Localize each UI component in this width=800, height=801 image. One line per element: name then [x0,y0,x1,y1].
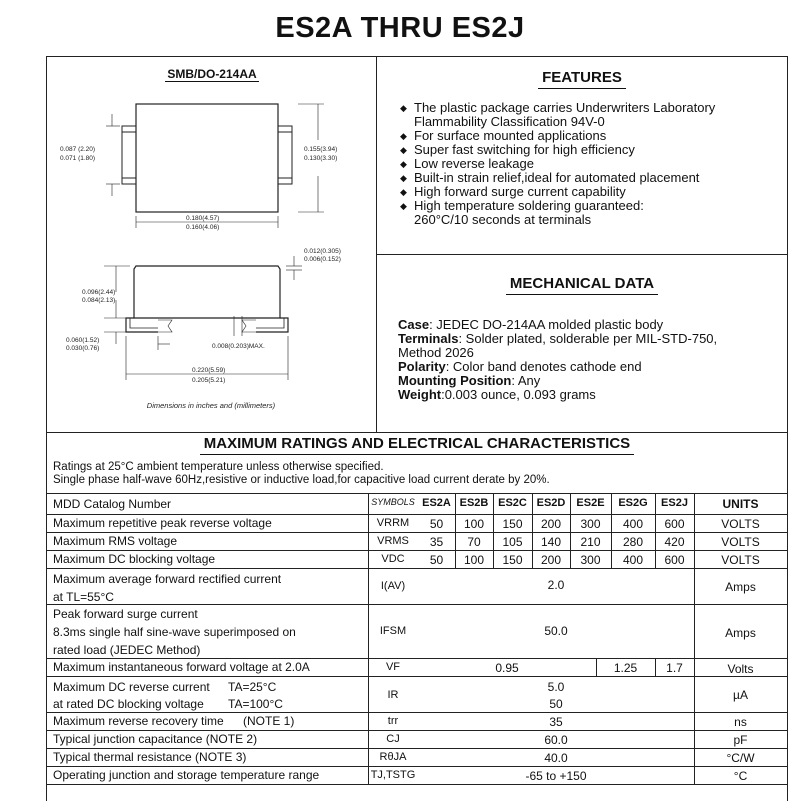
row-label-cj: Typical junction capacitance (NOTE 2) [53,732,258,746]
package-title: SMB/DO-214AA [167,67,257,81]
value-vrrm-6: 600 [664,517,685,531]
catalog-number-header: MDD Catalog Number [53,497,172,511]
value-vrrm-5: 400 [622,517,644,531]
feature-item: ◆ Low reverse leakage [400,156,534,171]
value-vrms-1: 70 [467,535,481,549]
row-label-vf: Maximum instantaneous forward voltage at 2.0A [53,660,310,674]
part-header-es2d: ES2D [536,497,566,509]
part-header-es2e: ES2E [576,497,605,509]
bullet-icon: ◆ [400,173,407,183]
symbol-vf: VF [385,661,401,673]
unit-vrms: VOLTS [721,535,760,549]
features-divider [376,254,788,255]
value-vrrm-1: 100 [463,517,485,531]
row-label-rth: Typical thermal resistance (NOTE 3) [53,750,247,764]
dim-body-length-max: 0.180(4.57) [186,215,220,222]
value-vf-0: 0.95 [495,661,519,675]
value-vf-1: 1.25 [613,661,638,675]
value-vdc-6: 600 [664,553,685,567]
row-label-vrrm: Maximum repetitive peak reverse voltage [53,516,272,530]
value-vdc-5: 400 [622,553,644,567]
top-border [46,56,788,57]
value-iav: 2.0 [547,578,565,592]
value-vf-2: 1.7 [666,661,683,675]
unit-rth: °C/W [726,751,755,765]
unit-ifsm: Amps [725,626,756,640]
feature-item: ◆ High forward surge current capability [400,184,626,199]
features-heading: FEATURES [376,69,788,86]
row-note-trr: (NOTE 1) [243,714,295,728]
unit-cj: pF [733,733,748,747]
symbol-tj: TJ,TSTG [370,769,416,781]
table-top-border [46,432,788,433]
feature-item: ◆ For surface mounted applications [400,128,607,143]
dim-body-width-max: 0.155(3.94) [304,146,338,153]
part-header-es2c: ES2C [498,497,527,509]
bullet-icon: ◆ [400,103,407,113]
value-vrms-0: 35 [429,535,444,549]
symbol-ifsm: IFSM [379,625,407,637]
bullet-icon: ◆ [400,187,407,197]
dimensions-caption: Dimensions in inches and (millimeters) [146,401,276,410]
value-vrms-4: 210 [580,535,601,549]
value-ir-25: 5.0 [547,680,565,694]
row-label-vdc: Maximum DC blocking voltage [53,552,216,566]
symbol-iav: I(AV) [380,580,406,592]
value-vrrm-3: 200 [540,517,562,531]
value-rth: 40.0 [544,751,568,765]
value-vdc-1: 100 [463,553,485,567]
symbols-header: SYMBOLS [371,497,415,507]
row-label-iav-cond: at TL=55°C [53,590,114,604]
unit-tj: °C [733,769,748,783]
symbol-trr: trr [387,715,399,727]
dim-lead-thickness-max: 0.012(0.305) [304,248,341,255]
value-vrrm-4: 300 [580,517,601,531]
unit-vf: Volts [727,662,754,676]
dim-foot-max: 0.060(1.52) [66,337,100,344]
unit-trr: ns [734,715,747,729]
ratings-heading: MAXIMUM RATINGS AND ELECTRICAL CHARACTERISTICS [46,435,788,452]
value-vdc-3: 200 [540,553,562,567]
unit-vrrm: VOLTS [721,517,760,531]
value-vrms-2: 105 [502,535,523,549]
dim-lead-width-max: 0.087 (2.20) [60,146,96,153]
feature-item: ◆ The plastic package carries Underwriters Laboratory Flammability Classification 94V-0 [400,100,716,129]
ratings-notes: Ratings at 25°C ambient temperature unless otherwise specified. Single phase half-wave 60Hz,resistive or inductive load,for capacitive load current derate by 20%. [53,461,550,486]
symbol-ir: IR [387,689,399,701]
value-tj: -65 to +150 [525,769,587,783]
row-cond-ir-100: TA=100°C [228,697,283,711]
part-header-es2j: ES2J [661,497,688,509]
row-cond-ir-25: TA=25°C [228,680,277,694]
value-vdc-2: 150 [502,553,523,567]
units-header: UNITS [722,497,759,511]
row-label-ir: Maximum DC reverse current [53,680,210,694]
feature-item: ◆ Built-in strain relief,ideal for automated placement [400,170,700,185]
page-title: ES2A THRU ES2J [275,12,525,44]
dim-height-max: 0.096(2.44) [82,289,116,296]
lead-right [278,126,292,184]
bullet-icon: ◆ [400,131,407,141]
value-ir-100: 50 [549,697,563,711]
dim-lead-width-min: 0.071 (1.80) [60,155,96,162]
unit-vdc: VOLTS [721,553,760,567]
row-label-ifsm-2: 8.3ms single half sine-wave superimposed on [53,625,296,639]
unit-iav: Amps [725,580,756,594]
symbol-vrms: VRMS [377,535,409,547]
mechanical-data: Case: JEDEC DO-214AA molded plastic body Terminals: Solder plated, solderable per MIL-STD-750, Method 2026 Polarity: Color band denotes cathode end Mounting Position: Any Weight:0.003 ounce, 0.093 grams [398,317,718,402]
value-vrms-6: 420 [664,535,685,549]
row-label-trr: Maximum reverse recovery time [53,714,224,728]
row-label-ifsm-3: rated load (JEDEC Method) [53,643,201,657]
features-list [398,101,788,227]
row-label-tj: Operating junction and storage temperature range [53,768,320,782]
symbol-cj: CJ [386,733,400,745]
dim-height-min: 0.084(2.13) [82,297,116,304]
symbol-vrrm: VRRM [376,517,410,529]
value-vrrm-2: 150 [502,517,523,531]
value-trr: 35 [549,715,563,729]
unit-ir: µA [733,688,748,702]
symbol-rth: RθJA [379,751,407,763]
dim-lead-thickness-min: 0.006(0.152) [304,256,341,263]
dim-body-length-min: 0.160(4.06) [186,224,220,231]
part-header-es2b: ES2B [459,497,489,509]
row-label-ifsm: Peak forward surge current [53,607,198,621]
feature-item: ◆ Super fast switching for high efficiency [400,142,635,157]
body-side-view [134,266,280,318]
value-vrrm-0: 50 [429,517,444,531]
dim-standoff: 0.008(0.203)MAX. [212,343,265,350]
row-label-vrms: Maximum RMS voltage [53,534,178,548]
dim-overall-min: 0.205(5.21) [192,377,226,384]
value-vrms-5: 280 [622,535,644,549]
section-divider [376,56,377,433]
part-header-es2g: ES2G [618,497,648,509]
row-label-ir-2: at rated DC blocking voltage [53,697,204,711]
bullet-icon: ◆ [400,159,407,169]
body-top-view [136,104,278,212]
value-vrms-3: 140 [540,535,562,549]
row-label-iav: Maximum average forward rectified current [53,572,282,586]
dim-body-width-min: 0.130(3.30) [304,155,338,162]
value-vdc-0: 50 [429,553,444,567]
package-drawing [46,80,376,432]
lead-left [122,126,136,184]
value-ifsm: 50.0 [544,624,568,638]
dim-overall-max: 0.220(5.59) [192,367,226,374]
symbol-vdc: VDC [381,553,405,565]
bullet-icon: ◆ [400,201,407,211]
part-header-es2a: ES2A [422,497,451,509]
value-cj: 60.0 [544,733,568,747]
feature-item: ◆ High temperature soldering guaranteed: 260°C/10 seconds at terminals [400,198,644,227]
mechanical-heading: MECHANICAL DATA [376,275,788,292]
dim-foot-min: 0.030(0.76) [66,345,100,352]
bullet-icon: ◆ [400,145,407,155]
value-vdc-4: 300 [580,553,601,567]
